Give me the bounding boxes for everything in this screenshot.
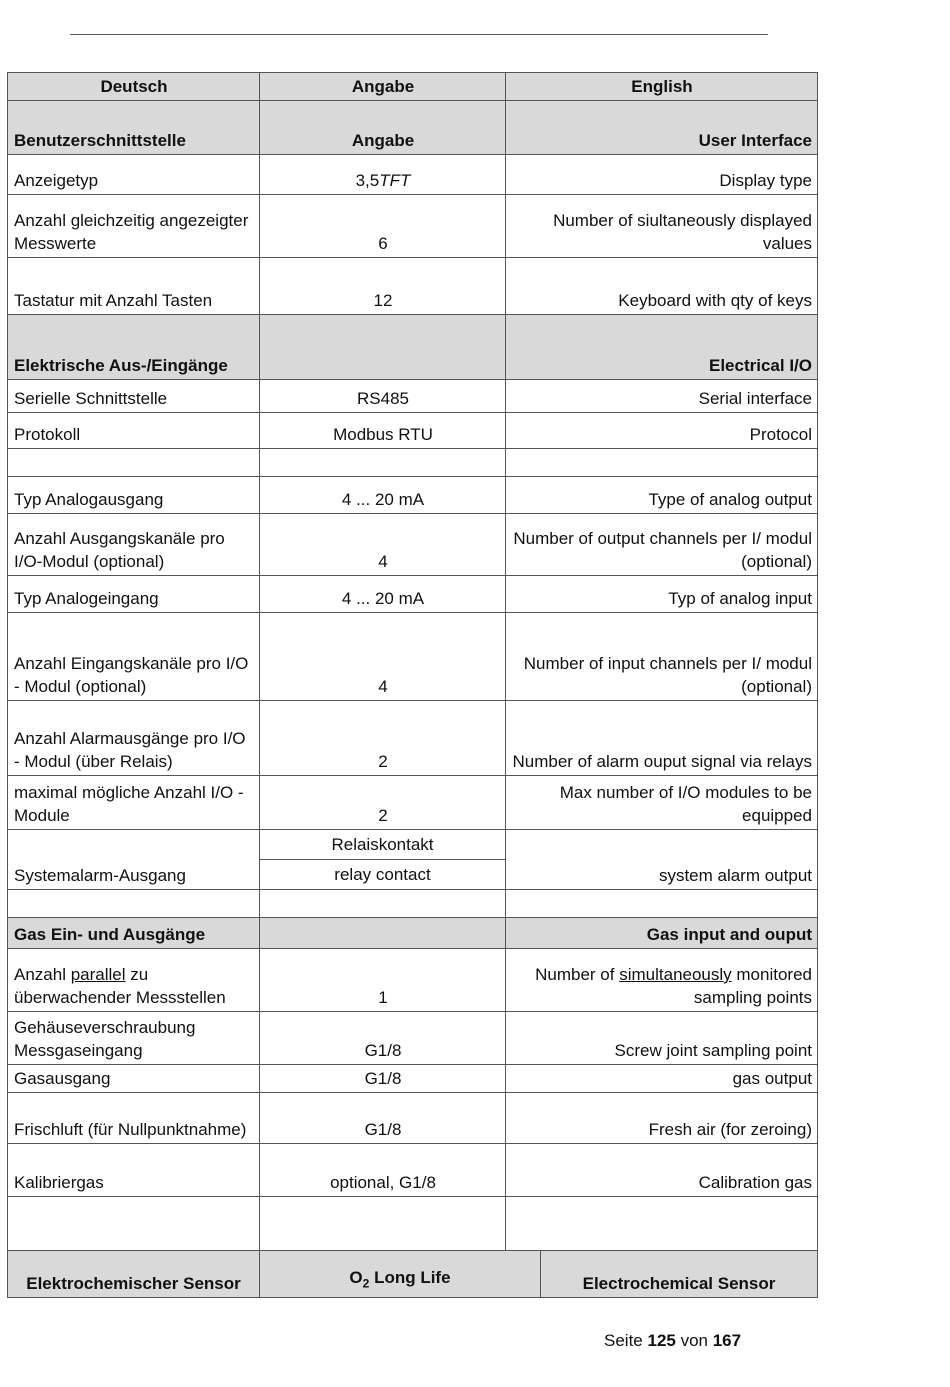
cell-value: 4 ... 20 mA: [260, 477, 506, 514]
cell-value: [260, 155, 506, 195]
cell-value: G1/8: [260, 1012, 506, 1065]
cell-en: Number of siultaneously displayed values: [506, 195, 818, 258]
section-title-en: Gas input and ouput: [506, 918, 818, 949]
cell-value: Modbus RTU: [260, 413, 506, 449]
cell-value: 4: [260, 514, 506, 576]
table-row: [8, 701, 818, 776]
cell-de: Anzahl Eingangskanäle pro I/O - Modul (optional): [8, 613, 260, 701]
cell-en: system alarm output: [506, 830, 818, 890]
table-row: [8, 576, 818, 613]
cell-de: Typ Analogausgang: [8, 477, 260, 514]
cell-de: Tastatur mit Anzahl Tasten: [8, 258, 260, 315]
cell-value: [260, 449, 506, 477]
cell-en: [506, 1197, 818, 1251]
section-value: [260, 315, 506, 380]
section-value: [260, 918, 506, 949]
cell-en: Number of input channels per I/ modul (optional): [506, 613, 818, 701]
table-row: [8, 949, 818, 1012]
cell-value: [260, 1197, 506, 1251]
section-title-de: Gas Ein- und Ausgänge: [8, 918, 260, 949]
cell-value: 2: [260, 701, 506, 776]
cell-value: optional, G1/8: [260, 1144, 506, 1197]
header-rule: [70, 34, 768, 35]
section-title-de: Elektrische Aus-/Eingänge: [8, 315, 260, 380]
column-header-row: [8, 73, 818, 101]
table-row: [8, 1012, 818, 1065]
table-row: [8, 776, 818, 830]
cell-value: 6: [260, 195, 506, 258]
cell-de: [8, 890, 260, 918]
cell-de: Typ Analogeingang: [8, 576, 260, 613]
sensor-title-de: Elektrochemischer Sensor: [8, 1251, 260, 1298]
cell-en: Number of output channels per I/ modul (optional): [506, 514, 818, 576]
cell-value: 4 ... 20 mA: [260, 576, 506, 613]
section-title-de: Benutzerschnittstelle: [8, 101, 260, 155]
text: Anzahl: [14, 965, 71, 984]
sensor-model-subscript: 2: [362, 1276, 370, 1290]
table-row: [8, 477, 818, 514]
cell-value: 12: [260, 258, 506, 315]
cell-de: Systemalarm-Ausgang: [8, 830, 260, 890]
value-en: relay contact: [334, 865, 431, 884]
page-total: 167: [712, 1331, 742, 1350]
cell-en: Serial interface: [506, 380, 818, 413]
empty-row: [8, 890, 818, 918]
page-number: 125: [647, 1331, 676, 1350]
cell-de: maximal mögliche Anzahl I/O - Module: [8, 776, 260, 830]
column-header-english: English: [506, 73, 818, 101]
table-row: [8, 1093, 818, 1144]
cell-de: Anzahl Ausgangskanäle pro I/O-Modul (optional): [8, 514, 260, 576]
cell-value: RS485: [260, 380, 506, 413]
footer-separator: von: [675, 1331, 713, 1350]
sensor-header-row: [8, 1251, 818, 1298]
sensor-model: [260, 1251, 541, 1298]
value-plain: 3,5: [355, 171, 380, 190]
cell-en: Typ of analog input: [506, 576, 818, 613]
cell-en: Protocol: [506, 413, 818, 449]
table-row: [8, 613, 818, 701]
page-footer: [604, 1331, 741, 1351]
cell-value: G1/8: [260, 1093, 506, 1144]
table-row: [8, 195, 818, 258]
section-value: Angabe: [260, 101, 506, 155]
cell-en: [506, 949, 818, 1012]
cell-de: Gasausgang: [8, 1065, 260, 1093]
cell-value: 4: [260, 613, 506, 701]
cell-en: Keyboard with qty of keys: [506, 258, 818, 315]
section-title-en: Electrical I/O: [506, 315, 818, 380]
cell-value: [260, 890, 506, 918]
cell-en: Type of analog output: [506, 477, 818, 514]
footer-prefix: Seite: [604, 1331, 648, 1350]
cell-en: Number of alarm ouput signal via relays: [506, 701, 818, 776]
cell-en: gas output: [506, 1065, 818, 1093]
cell-de: [8, 1197, 260, 1251]
section-row: [8, 101, 818, 155]
table-row: [8, 258, 818, 315]
cell-en: Display type: [506, 155, 818, 195]
spec-table: [7, 72, 818, 1251]
section-row: [8, 918, 818, 949]
cell-en: Max number of I/O modules to be equipped: [506, 776, 818, 830]
table-row: [8, 380, 818, 413]
text: Number of: [535, 965, 620, 984]
text: zu überwachender Messstellen: [14, 965, 226, 1007]
table-row: [8, 155, 818, 195]
cell-en: Calibration gas: [506, 1144, 818, 1197]
cell-en: Fresh air (for zeroing): [506, 1093, 818, 1144]
cell-value: 1: [260, 949, 506, 1012]
cell-de: [8, 949, 260, 1012]
cell-de: Kalibriergas: [8, 1144, 260, 1197]
section-title-en: User Interface: [506, 101, 818, 155]
cell-value: 2: [260, 776, 506, 830]
sensor-title-en: Electrochemical Sensor: [541, 1251, 818, 1298]
value-italic: TFT: [379, 171, 411, 190]
cell-value-split: [260, 830, 506, 890]
cell-de: Anzahl gleichzeitig angezeigter Messwerte: [8, 195, 260, 258]
table-row: [8, 1065, 818, 1093]
table-row: [8, 1144, 818, 1197]
underlined-text: parallel: [70, 965, 126, 984]
sensor-model-text: Long Life: [369, 1267, 451, 1287]
cell-en: [506, 449, 818, 477]
cell-de: Serielle Schnittstelle: [8, 380, 260, 413]
value-de: Relaiskontakt: [260, 830, 505, 860]
section-row: [8, 315, 818, 380]
cell-value: G1/8: [260, 1065, 506, 1093]
cell-en: Screw joint sampling point: [506, 1012, 818, 1065]
column-header-deutsch: Deutsch: [8, 73, 260, 101]
cell-de: Anzahl Alarmausgänge pro I/O - Modul (über Relais): [8, 701, 260, 776]
table-row: [8, 413, 818, 449]
sensor-header-table: [7, 1250, 818, 1298]
cell-en: [506, 890, 818, 918]
cell-de: [8, 449, 260, 477]
empty-row: [8, 449, 818, 477]
text: monitored sampling points: [693, 965, 812, 1007]
underlined-text: simultaneously: [619, 965, 732, 984]
cell-de: Gehäuseverschraubung Messgaseingang: [8, 1012, 260, 1065]
empty-row: [8, 1197, 818, 1251]
cell-de: Protokoll: [8, 413, 260, 449]
column-header-angabe: Angabe: [260, 73, 506, 101]
cell-de: Frischluft (für Nullpunktnahme): [8, 1093, 260, 1144]
table-row: [8, 514, 818, 576]
table-row: [8, 830, 818, 890]
sensor-model-text: O: [349, 1267, 363, 1287]
cell-de: Anzeigetyp: [8, 155, 260, 195]
